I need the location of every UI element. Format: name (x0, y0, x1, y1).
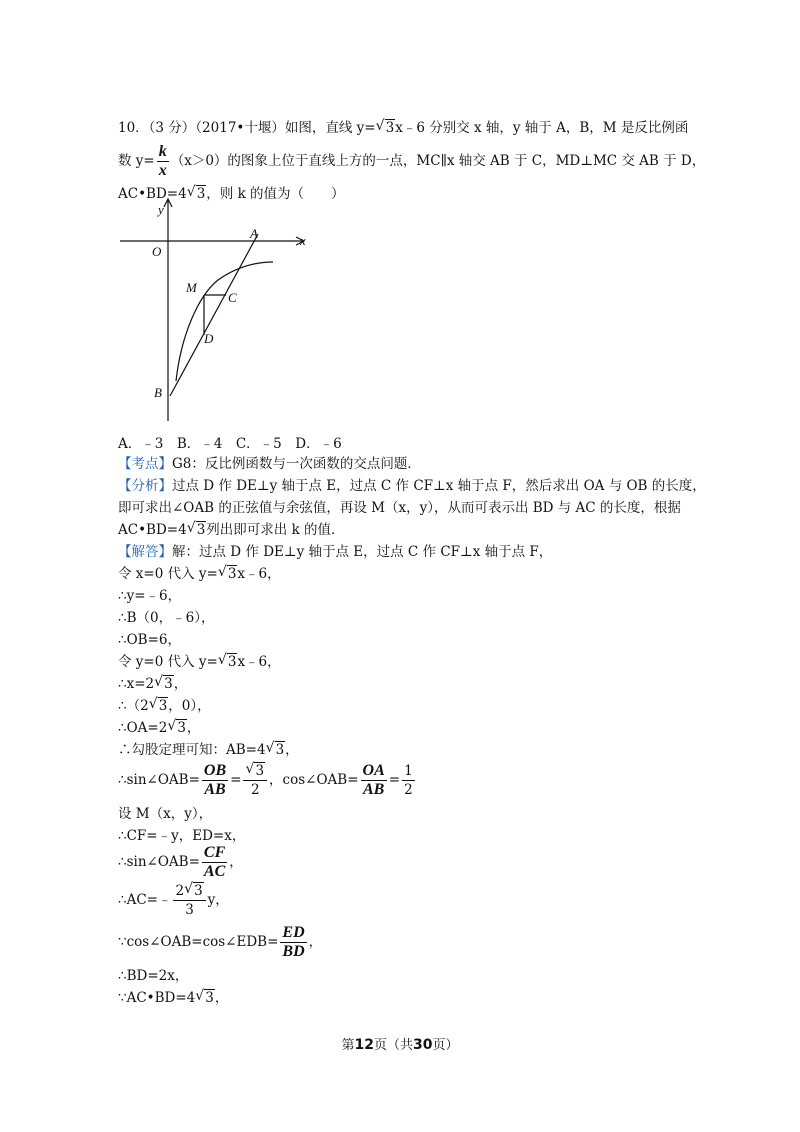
label-y: y (158, 202, 164, 217)
fraction-cf-ac: $\frac{CF}{AC}$ (203, 844, 226, 880)
sqrt-3: √ 3 (267, 740, 286, 760)
jieda-step: 令 x=0 代入 y=√ 3x﹣6， (118, 564, 281, 584)
sqrt-3: √ 3 (219, 564, 238, 584)
page-number: 12 (354, 1037, 374, 1053)
problem-text: 10．（3 分）（2017•十堰）如图，直线 y= (118, 120, 376, 136)
fenxi-line-3: AC•BD=4√ 3列出即可求出 k 的值． (118, 520, 345, 540)
sqrt-3: √ 3 (150, 696, 169, 716)
sqrt-3: √ 3 (196, 988, 215, 1008)
label-c: C (228, 290, 237, 305)
fraction-1-over-2: $\frac{1}{2}$ (404, 763, 413, 798)
jieda-step: ∴AC=﹣ $\frac{2√ 3}{3}$ y， (118, 880, 229, 920)
line-ab (170, 234, 258, 396)
kaodian-line (118, 454, 421, 474)
answer-options: A．﹣3 B．﹣4 C．﹣5 D．﹣6 (118, 436, 342, 452)
fenxi-line-1: 【分析】过点 D 作 DE⊥y 轴于点 E，过点 C 作 CF⊥x 轴于点 F，然后求出 OA 与 OB 的长度， (118, 478, 706, 494)
jieda-step: ∴OB=6， (118, 632, 181, 648)
kaodian-text: G8：反比例函数与一次函数的交点问题． (172, 456, 421, 472)
jieda-step: ∴勾股定理可知：AB=4√ 3， (118, 740, 299, 760)
fraction-ed-bd: $\frac{ED}{BD}$ (282, 924, 305, 960)
label-x: x (300, 233, 306, 248)
label-o: O (152, 244, 162, 259)
jieda-step: ∴x=2√ 3， (118, 674, 187, 694)
problem-text: （x＞0）的图象上位于直线上方的一点，MC∥x 轴交 AB 于 C，MD⊥MC 交 AB 于 D， (170, 153, 706, 169)
sqrt-3: √ 3 (155, 674, 174, 694)
jieda-step-sin-cos: ∴sin∠OAB= $\frac{OB}{AB}$ = √ $\frac{3}{2}$ ，cos∠OAB= $\frac{OA}{AB}$ = $\frac{1}{2}$ (118, 760, 417, 800)
sqrt-3: √ 3 (188, 184, 207, 204)
fraction-root3-over-2: √ $\frac{3}{2}$ (243, 762, 267, 799)
fraction-oa-ab: $\frac{OA}{AB}$ (362, 762, 385, 798)
label-b: B (154, 385, 162, 400)
label-a: A (250, 226, 258, 241)
jieda-step: ∴（2√ 3，0）， (118, 696, 211, 716)
fraction-ob-ab: $\frac{OB}{AB}$ (203, 762, 227, 798)
jieda-line-1: 【解答】解：过点 D 作 DE⊥y 轴于点 E，过点 C 作 CF⊥x 轴于点 F， (118, 544, 553, 560)
jieda-step: ∴CF=﹣y，ED=x， (118, 828, 246, 844)
sqrt-3: √ 3 (219, 652, 238, 672)
jieda-step: ∵AC•BD=4√ 3， (118, 988, 228, 1008)
label-m: M (186, 280, 197, 295)
jieda-step: ∴B（0，﹣6）， (118, 610, 215, 626)
problem-text: ，则 k 的值为（ ） (206, 186, 345, 202)
sqrt-3: √ 3 (188, 520, 207, 540)
geometry-figure (118, 196, 318, 426)
jieda-step: 令 y=0 代入 y=√ 3x﹣6， (118, 652, 281, 672)
page-footer: 第12页（共30页） (341, 1037, 459, 1053)
fraction-2root3-over-3: $\frac{2√ 3}{3}$ (173, 882, 205, 919)
problem-text: x﹣6 分别交 x 轴，y 轴于 A，B，M 是反比例函 (395, 120, 689, 136)
kaodian-tag: 【考点】 (118, 456, 172, 472)
jieda-step: 设 M（x，y）， (118, 806, 213, 822)
problem-text: 数 y= (118, 153, 155, 169)
fenxi-tag: 【分析】 (118, 478, 172, 494)
label-d: D (204, 331, 214, 346)
fenxi-line-2: 即可求出∠OAB 的正弦值与余弦值，再设 M（x，y），从而可表示出 BD 与 AC 的长度，根据 (118, 500, 681, 516)
sqrt-3: √ 3 (377, 118, 396, 138)
problem-text: AC•BD=4 (118, 186, 187, 202)
page-total: 30 (413, 1037, 433, 1053)
jieda-tag: 【解答】 (118, 544, 172, 560)
jieda-step: ∴y=﹣6， (118, 588, 182, 604)
problem-line-1 (118, 118, 688, 138)
jieda-step: ∴OA=2√ 3， (118, 718, 200, 738)
jieda-step: ∵cos∠OAB=cos∠EDB= $\frac{ED}{BD}$ ， (118, 924, 323, 960)
sqrt-3: √ 3 (168, 718, 187, 738)
problem-line-2 (118, 143, 705, 180)
fraction-k-over-x: $\frac{k}{x}$ (158, 143, 167, 179)
jieda-step: ∴BD=2x， (118, 968, 189, 984)
jieda-step: ∴sin∠OAB= $\frac{CF}{AC}$ ， (118, 844, 243, 880)
